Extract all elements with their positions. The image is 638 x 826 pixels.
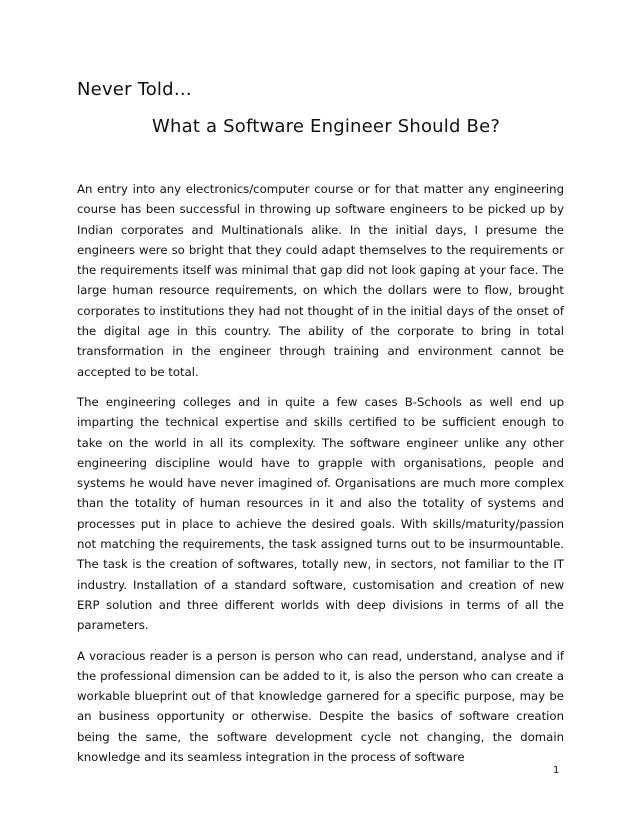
- title-line-1: Never Told…: [77, 79, 192, 100]
- body-text: [77, 179, 564, 777]
- page-number: 1: [553, 765, 560, 776]
- paragraph: A voracious reader is a person is person who can read, understand, analyse and if the professional dimension can be added to it, is also the person who can create a workable blueprint out of that knowledge garnered for a specific purpose, may be an business opportunity or otherwise. Despite the basics of software creation being the same, the software development cycle not changing, the domain knowledge and its seamless integration in the process of software: [77, 648, 564, 765]
- paragraph: An entry into any electronics/computer course or for that matter any engineering course has been successful in throwing up software engineers to be picked up by Indian corporates and Multinationals alike. In the initial days, I presume the engineers were so bright that they could adapt themselves to the requirements or the requirements itself was minimal that gap did not look gaping at your face. The large human resource requirements, on which the dollars were to flow, brought corporates to institutions they had not thought of in the initial days of the onset of the digital age in this country. The ability of the corporate to bring in total transformation in the engineer through training and environment cannot be accepted to be total.: [77, 182, 564, 379]
- paragraph: The engineering colleges and in quite a few cases B-Schools as well end up imparting the technical expertise and skills certified to be sufficient enough to take on the world in all its complexity. The software engineer unlike any other engineering discipline would have to grapple with organisations, people and systems he would have never imagined of. Organisations are much more complex than the totality of human resources in it and also the totality of systems and processes put in place to achieve the desired goals. With skills/maturity/passion not matching the requirements, the task assigned turns out to be insurmountable. The task is the creation of softwares, totally new, in sectors, not familiar to the IT industry. Installation of a standard software, customisation and creation of new ERP solution and three different worlds with deep divisions in terms of all the parameters.: [77, 394, 564, 633]
- title-line-2: What a Software Engineer Should Be?: [152, 116, 501, 137]
